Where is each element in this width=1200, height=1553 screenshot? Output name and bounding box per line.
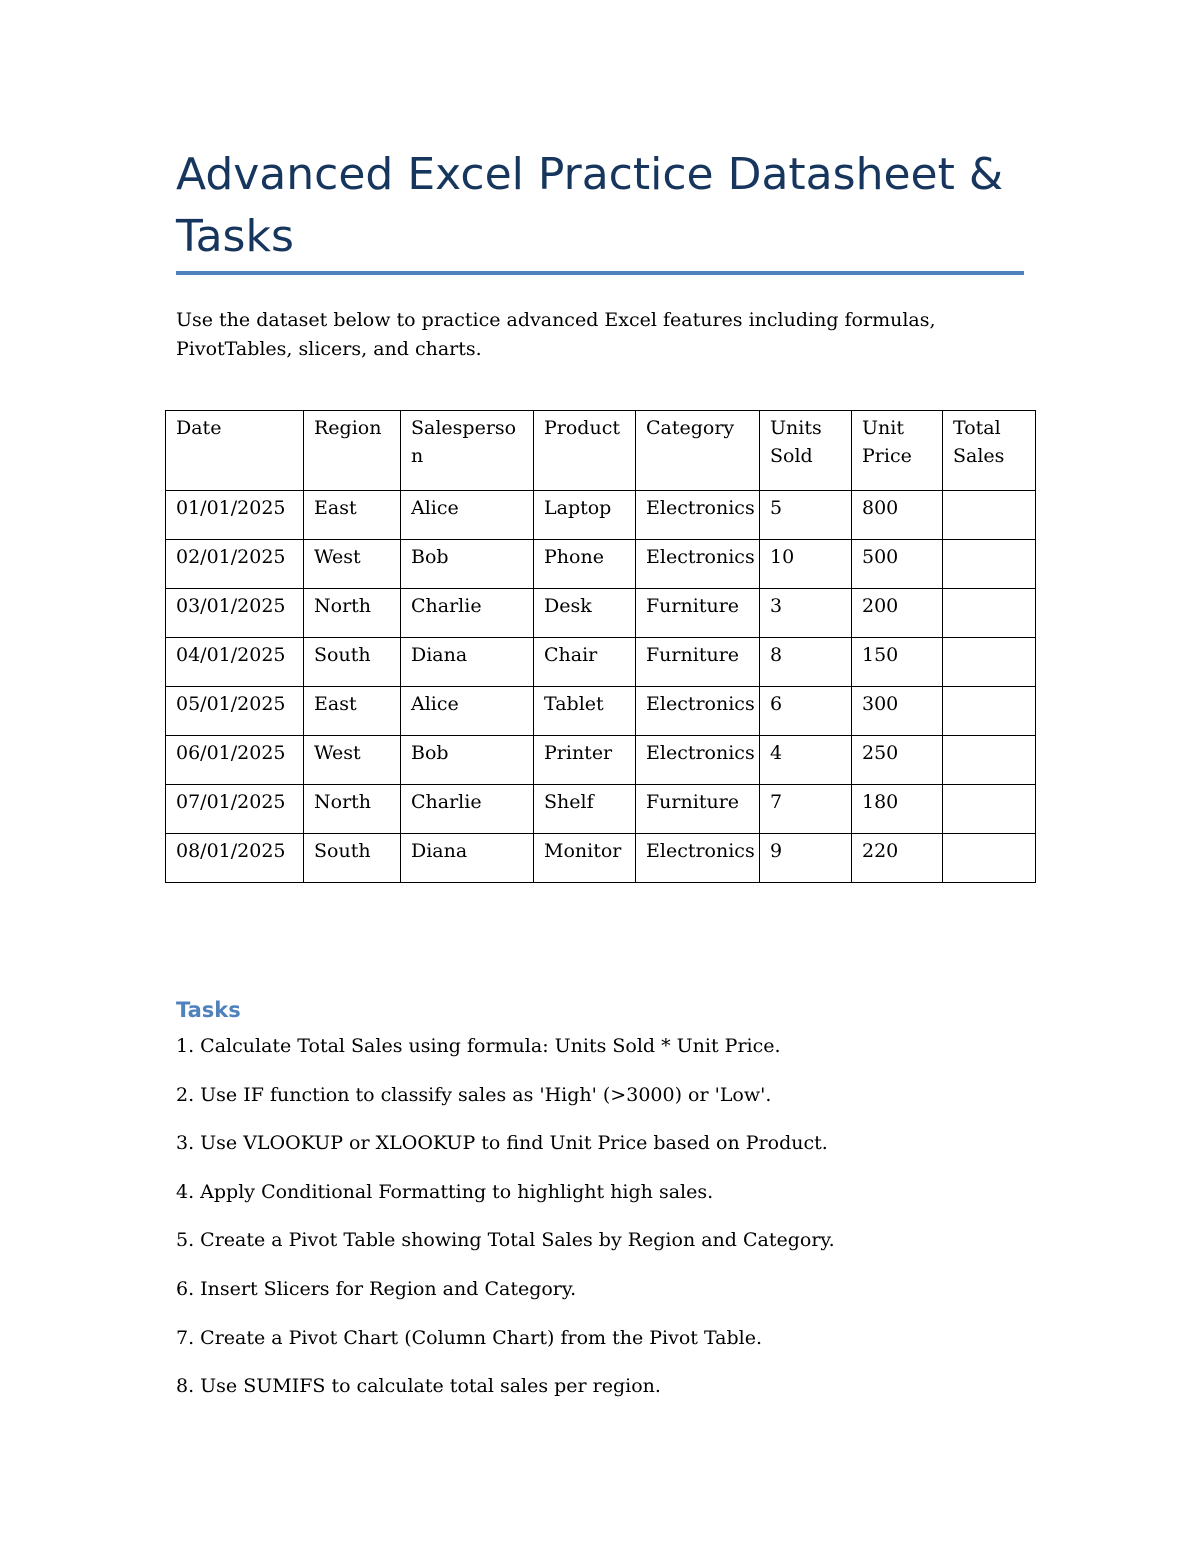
cell-product: Desk [534, 589, 636, 638]
cell-region: North [304, 785, 401, 834]
task-item: 2. Use IF function to classify sales as 'High' (>3000) or 'Low'. [176, 1083, 772, 1106]
cell-product: Printer [534, 736, 636, 785]
cell-units-sold: 10 [760, 540, 852, 589]
cell-date: 04/01/2025 [166, 638, 304, 687]
header-total-sales: Total Sales [943, 411, 1036, 491]
cell-total-sales [943, 687, 1036, 736]
cell-total-sales [943, 785, 1036, 834]
table-row [166, 491, 1036, 540]
header-category: Category [636, 411, 760, 491]
cell-date: 07/01/2025 [166, 785, 304, 834]
cell-region: West [304, 540, 401, 589]
cell-total-sales [943, 736, 1036, 785]
header-salesperson: Salesperson [401, 411, 534, 491]
cell-date: 02/01/2025 [166, 540, 304, 589]
cell-total-sales [943, 834, 1036, 883]
cell-unit-price: 200 [852, 589, 943, 638]
cell-region: North [304, 589, 401, 638]
cell-total-sales [943, 589, 1036, 638]
cell-salesperson: Charlie [401, 785, 534, 834]
tasks-heading: Tasks [176, 998, 241, 1022]
table-body [166, 491, 1036, 883]
cell-category: Furniture [636, 785, 760, 834]
cell-total-sales [943, 638, 1036, 687]
cell-region: South [304, 638, 401, 687]
cell-category: Electronics [636, 736, 760, 785]
task-item: 1. Calculate Total Sales using formula: Units Sold * Unit Price. [176, 1035, 781, 1057]
cell-date: 05/01/2025 [166, 687, 304, 736]
cell-region: East [304, 491, 401, 540]
cell-product: Shelf [534, 785, 636, 834]
cell-unit-price: 180 [852, 785, 943, 834]
task-item: 7. Create a Pivot Chart (Column Chart) from the Pivot Table. [176, 1326, 763, 1349]
cell-product: Monitor [534, 834, 636, 883]
header-unit-price: Unit Price [852, 411, 943, 491]
table-row [166, 834, 1036, 883]
cell-category: Electronics [636, 540, 760, 589]
task-item: 8. Use SUMIFS to calculate total sales per region. [176, 1375, 661, 1398]
cell-units-sold: 4 [760, 736, 852, 785]
cell-units-sold: 8 [760, 638, 852, 687]
cell-units-sold: 9 [760, 834, 852, 883]
header-product: Product [534, 411, 636, 491]
cell-salesperson: Alice [401, 491, 534, 540]
cell-salesperson: Diana [401, 638, 534, 687]
cell-category: Electronics [636, 491, 760, 540]
cell-salesperson: Charlie [401, 589, 534, 638]
cell-units-sold: 5 [760, 491, 852, 540]
cell-unit-price: 500 [852, 540, 943, 589]
task-item: 6. Insert Slicers for Region and Category. [176, 1277, 577, 1300]
cell-units-sold: 3 [760, 589, 852, 638]
cell-salesperson: Alice [401, 687, 534, 736]
cell-category: Furniture [636, 638, 760, 687]
cell-date: 08/01/2025 [166, 834, 304, 883]
cell-unit-price: 800 [852, 491, 943, 540]
table-row [166, 736, 1036, 785]
cell-product: Laptop [534, 491, 636, 540]
table-row [166, 785, 1036, 834]
table-row [166, 589, 1036, 638]
cell-product: Tablet [534, 687, 636, 736]
tasks-list [176, 1032, 1036, 1421]
task-item: 4. Apply Conditional Formatting to highlight high sales. [176, 1180, 714, 1203]
cell-category: Electronics [636, 687, 760, 736]
title-underline [176, 271, 1024, 275]
table-row [166, 687, 1036, 736]
cell-region: West [304, 736, 401, 785]
cell-unit-price: 220 [852, 834, 943, 883]
header-date: Date [166, 411, 304, 491]
cell-units-sold: 7 [760, 785, 852, 834]
cell-category: Furniture [636, 589, 760, 638]
cell-salesperson: Bob [401, 736, 534, 785]
cell-product: Phone [534, 540, 636, 589]
cell-total-sales [943, 540, 1036, 589]
cell-unit-price: 250 [852, 736, 943, 785]
cell-unit-price: 300 [852, 687, 943, 736]
task-item: 5. Create a Pivot Table showing Total Sales by Region and Category. [176, 1229, 835, 1252]
cell-total-sales [943, 491, 1036, 540]
document-title: Advanced Excel Practice Datasheet & Tasks [176, 149, 1004, 262]
cell-salesperson: Diana [401, 834, 534, 883]
task-item: 3. Use VLOOKUP or XLOOKUP to find Unit Price based on Product. [176, 1132, 828, 1155]
cell-unit-price: 150 [852, 638, 943, 687]
header-region: Region [304, 411, 401, 491]
cell-date: 06/01/2025 [166, 736, 304, 785]
header-units-sold: Units Sold [760, 411, 852, 491]
cell-region: East [304, 687, 401, 736]
cell-date: 03/01/2025 [166, 589, 304, 638]
table-row [166, 638, 1036, 687]
cell-date: 01/01/2025 [166, 491, 304, 540]
intro-paragraph: Use the dataset below to practice advanced Excel features including formulas, PivotTables, slicers, and charts. [176, 309, 936, 360]
cell-product: Chair [534, 638, 636, 687]
sales-data-table [165, 410, 1036, 883]
table-header-row [166, 411, 1036, 491]
cell-units-sold: 6 [760, 687, 852, 736]
cell-category: Electronics [636, 834, 760, 883]
table-row [166, 540, 1036, 589]
cell-salesperson: Bob [401, 540, 534, 589]
cell-region: South [304, 834, 401, 883]
